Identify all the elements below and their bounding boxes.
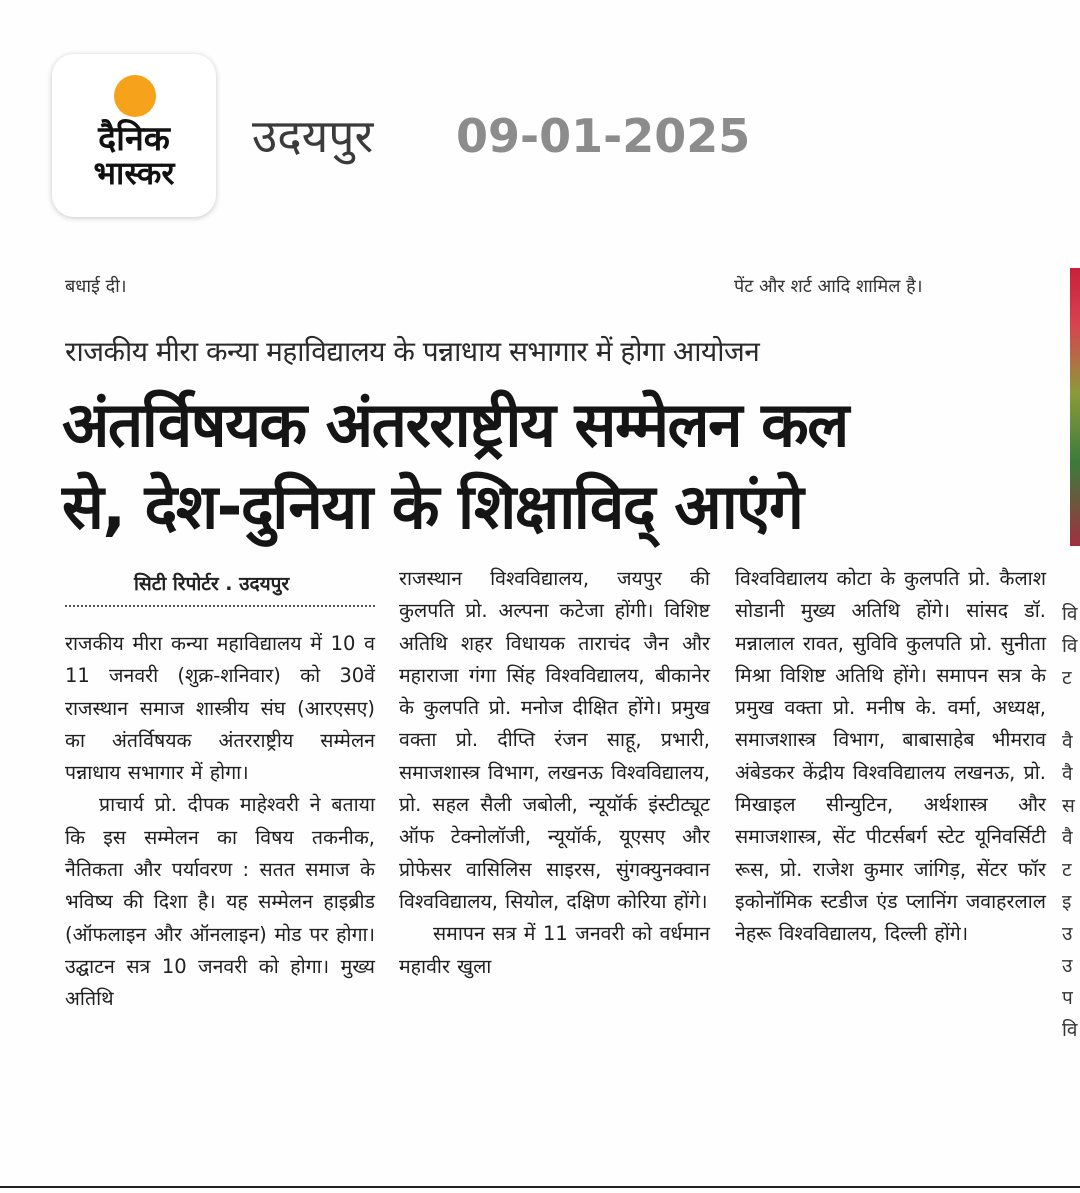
page-bottom-border	[0, 1186, 1080, 1188]
logo-text-line2: भास्कर	[93, 154, 175, 192]
edition-city: उदयपुर	[252, 109, 374, 163]
column-2-paragraph-2: समापन सत्र में 11 जनवरी को वर्धमान महावीर खुला	[399, 922, 710, 978]
article-kicker: राजकीय मीरा कन्या महाविद्यालय के पन्नाधाय सभागार में होगा आयोजन	[65, 335, 760, 368]
edge-char: वै	[1062, 763, 1073, 785]
column-1-paragraph-2: प्राचार्य प्रो. दीपक माहेश्वरी ने बताया कि इस सम्मेलन का विषय तकनीक, नैतिकता और पर्यावरण : सतत समाज के भविष्य की दिशा है। यह सम्मेलन हाइब्रीड (ऑफलाइन और ऑनलाइन) मोड पर होगा। उद्घाटन सत्र 10 जनवरी को होगा। मुख्य अतिथि	[65, 793, 375, 1011]
byline-divider	[65, 605, 375, 607]
logo-text-line1: दैनिक	[98, 119, 170, 159]
article-headline	[62, 384, 1062, 548]
headline-line-2: से, देश-दुनिया के शिक्षाविद् आएंगे	[62, 470, 803, 543]
edge-char: ट	[1062, 667, 1072, 689]
edition-date: 09-01-2025	[456, 109, 751, 163]
edge-char: स	[1062, 795, 1075, 817]
column-3-paragraph-1: विश्वविद्यालय कोटा के कुलपति प्रो. कैलाश सोडानी मुख्य अतिथि होंगे। सांसद डॉ. मन्नालाल रावत, सुविवि कुलपति प्रो. सुनीता मिश्रा विशिष्ट अतिथि होंगे। समापन सत्र के प्रमुख वक्ता प्रो. मनीष के. वर्मा, अध्यक्ष, समाजशास्त्र विभाग, बाबासाहेब भीमराव अंबेडकर केंद्रीय विश्वविद्यालय लखनऊ, प्रो. मिखाइल सीन्युटिन, अर्थशास्त्र और समाजशास्त्र, सेंट पीटर्सबर्ग स्टेट यूनिवर्सिटी रूस, प्रो. राजेश कुमार जांगिड़, सेंटर फॉर इकोनॉमिक स्टडीज एंड प्लानिंग जवाहरलाल नेहरू विश्वविद्यालय, दिल्ली होंगे।	[735, 567, 1046, 946]
prev-article-snippet-right: पेंट और शर्ट आदि शामिल है।	[734, 276, 923, 297]
article-column-3	[735, 563, 1046, 951]
edge-char: वै	[1062, 827, 1073, 849]
edge-char: उ	[1062, 923, 1073, 945]
logo-sun-icon	[114, 75, 156, 117]
edge-char: उ	[1062, 955, 1073, 977]
prev-article-snippet-left: बधाई दी।	[65, 276, 127, 297]
edge-char: प	[1062, 987, 1073, 1009]
article-column-2	[399, 563, 710, 983]
edge-char: वि	[1062, 603, 1078, 625]
column-2-paragraph-1: राजस्थान विश्वविद्यालय, जयपुर की कुलपति प्रो. अल्पना कटेजा होंगी। विशिष्ट अतिथि शहर विधायक ताराचंद जैन और महाराजा गंगा सिंह विश्वविद्यालय, बीकानेर के कुलपति प्रो. मनोज दीक्षित होंगे। प्रमुख वक्ता प्रो. दीप्ति रंजन साहू, प्रभारी, समाजशास्त्र विभाग, लखनऊ विश्वविद्यालय, प्रो. सहल सैली जबोली, न्यूयॉर्क इंस्टीट्यूट ऑफ टेक्नोलॉजी, न्यूयॉर्क, यूएसए और प्रोफेसर वासिलिस साइरस, सुंगक्युनक्वान विश्वविद्यालय, सियोल, दक्षिण कोरिया होंगे।	[399, 567, 710, 913]
article-column-1	[65, 628, 375, 1016]
newspaper-logo	[52, 54, 216, 217]
adjacent-photo-edge	[1070, 268, 1080, 546]
adjacent-article-edge	[1062, 598, 1080, 1046]
headline-line-1: अंतर्विषयक अंतरराष्ट्रीय सम्मेलन कल	[62, 388, 848, 461]
edge-char: ट	[1062, 859, 1072, 881]
edge-char: इ	[1062, 891, 1072, 913]
column-1-paragraph-1: राजकीय मीरा कन्या महाविद्यालय में 10 व 11 जनवरी (शुक्र-शनिवार) को 30वें राजस्थान समाज शास्त्रीय संघ (आरएसए) का अंतर्विषयक अंतरराष्ट्रीय सम्मेलन पन्नाधाय सभागार में होगा।	[65, 632, 375, 785]
edge-char	[1062, 694, 1080, 726]
edge-char: वै	[1062, 731, 1073, 753]
edge-char: वि	[1062, 635, 1078, 657]
edge-char: वि	[1062, 1019, 1078, 1041]
article-byline: सिटी रिपोर्टर . उदयपुर	[134, 573, 290, 595]
